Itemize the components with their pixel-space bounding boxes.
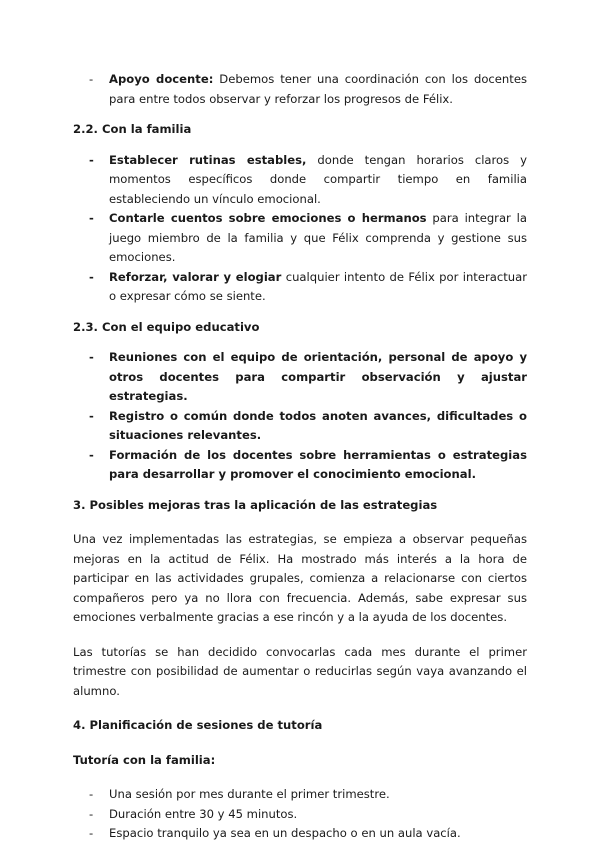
item-lead: Apoyo docente:: [109, 72, 214, 86]
item-text: donde tengan horarios claros y momentos específicos donde compartir tiempo en familia estableciendo un vínculo emocional.: [109, 152, 527, 206]
item-lead: Establecer rutinas estables,: [109, 152, 307, 167]
intro-list: [73, 70, 527, 109]
team-strategies-list: [73, 348, 527, 485]
item-lead: Registro o común donde todos anoten avances, dificultades o situaciones relevantes.: [109, 408, 527, 442]
list-item: [73, 348, 527, 407]
list-item: [73, 407, 527, 446]
document-page: [73, 70, 527, 844]
list-item: [73, 209, 527, 268]
bullet-dash: -: [89, 787, 94, 801]
bullet-dash: -: [89, 350, 94, 364]
list-item: [73, 151, 527, 210]
family-strategies-list: [73, 151, 527, 307]
list-item: [73, 70, 527, 109]
paragraph: Las tutorías se han decidido convocarlas cada mes durante el primer trimestre con posibilidad de aumentar o reducirlas según vaya avanzando el alumno.: [73, 644, 527, 698]
section-heading-4: 4. Planificación de sesiones de tutoría: [73, 718, 323, 732]
paragraph: Una vez implementadas las estrategias, se empieza a observar pequeñas mejoras en la actitud de Félix. Ha mostrado más interés a la hora de participar en las actividades grupales, comienza a relacionarse con ciertos compañeros pero ya no llora con frecuencia. Además, sabe expresar sus emociones verbalmente gracias a ese rincón y a la ayuda de los docentes.: [73, 532, 527, 624]
bullet-dash: -: [89, 72, 94, 86]
section-heading-2-2: 2.2. Con la familia: [73, 122, 192, 136]
item-text: Duración entre 30 y 45 minutos.: [109, 806, 298, 821]
item-lead: Formación de los docentes sobre herramientas o estrategias para desarrollar y promover el conocimiento emocional.: [109, 447, 527, 481]
list-item: [73, 824, 527, 844]
item-lead: Contarle cuentos sobre emociones o hermanos: [109, 211, 427, 225]
list-item: [73, 268, 527, 307]
bullet-dash: -: [89, 269, 94, 284]
item-lead: Reuniones con el equipo de orientación, personal de apoyo y otros docentes para compartir observación y ajustar estrategias.: [109, 350, 527, 403]
bullet-dash: -: [89, 826, 94, 840]
bullet-dash: -: [89, 806, 94, 821]
item-lead: Reforzar, valorar y elogiar: [109, 269, 282, 284]
session-details-list: [73, 785, 527, 844]
item-text: Debemos tener una coordinación con los docentes para entre todos observar y reforzar los progresos de Félix.: [109, 72, 527, 106]
item-text: Una sesión por mes durante el primer trimestre.: [109, 787, 390, 801]
section-heading-2-3: 2.3. Con el equipo educativo: [73, 319, 260, 334]
bullet-dash: -: [89, 211, 94, 225]
item-text: cualquier intento de Félix por interactuar o expresar cómo se siente.: [109, 269, 527, 303]
bullet-dash: -: [89, 408, 94, 423]
bullet-dash: -: [89, 152, 94, 167]
item-text: Espacio tranquilo ya sea en un despacho o en un aula vacía.: [109, 826, 461, 840]
subheading: Tutoría con la familia:: [73, 752, 216, 767]
list-item: [73, 805, 527, 825]
list-item: [73, 446, 527, 485]
bullet-dash: -: [89, 447, 94, 462]
list-item: [73, 785, 527, 805]
section-heading-3: 3. Posibles mejoras tras la aplicación de las estrategias: [73, 497, 438, 512]
item-text: para integrar la juego miembro de la familia y que Félix comprenda y gestione sus emociones.: [109, 211, 527, 264]
